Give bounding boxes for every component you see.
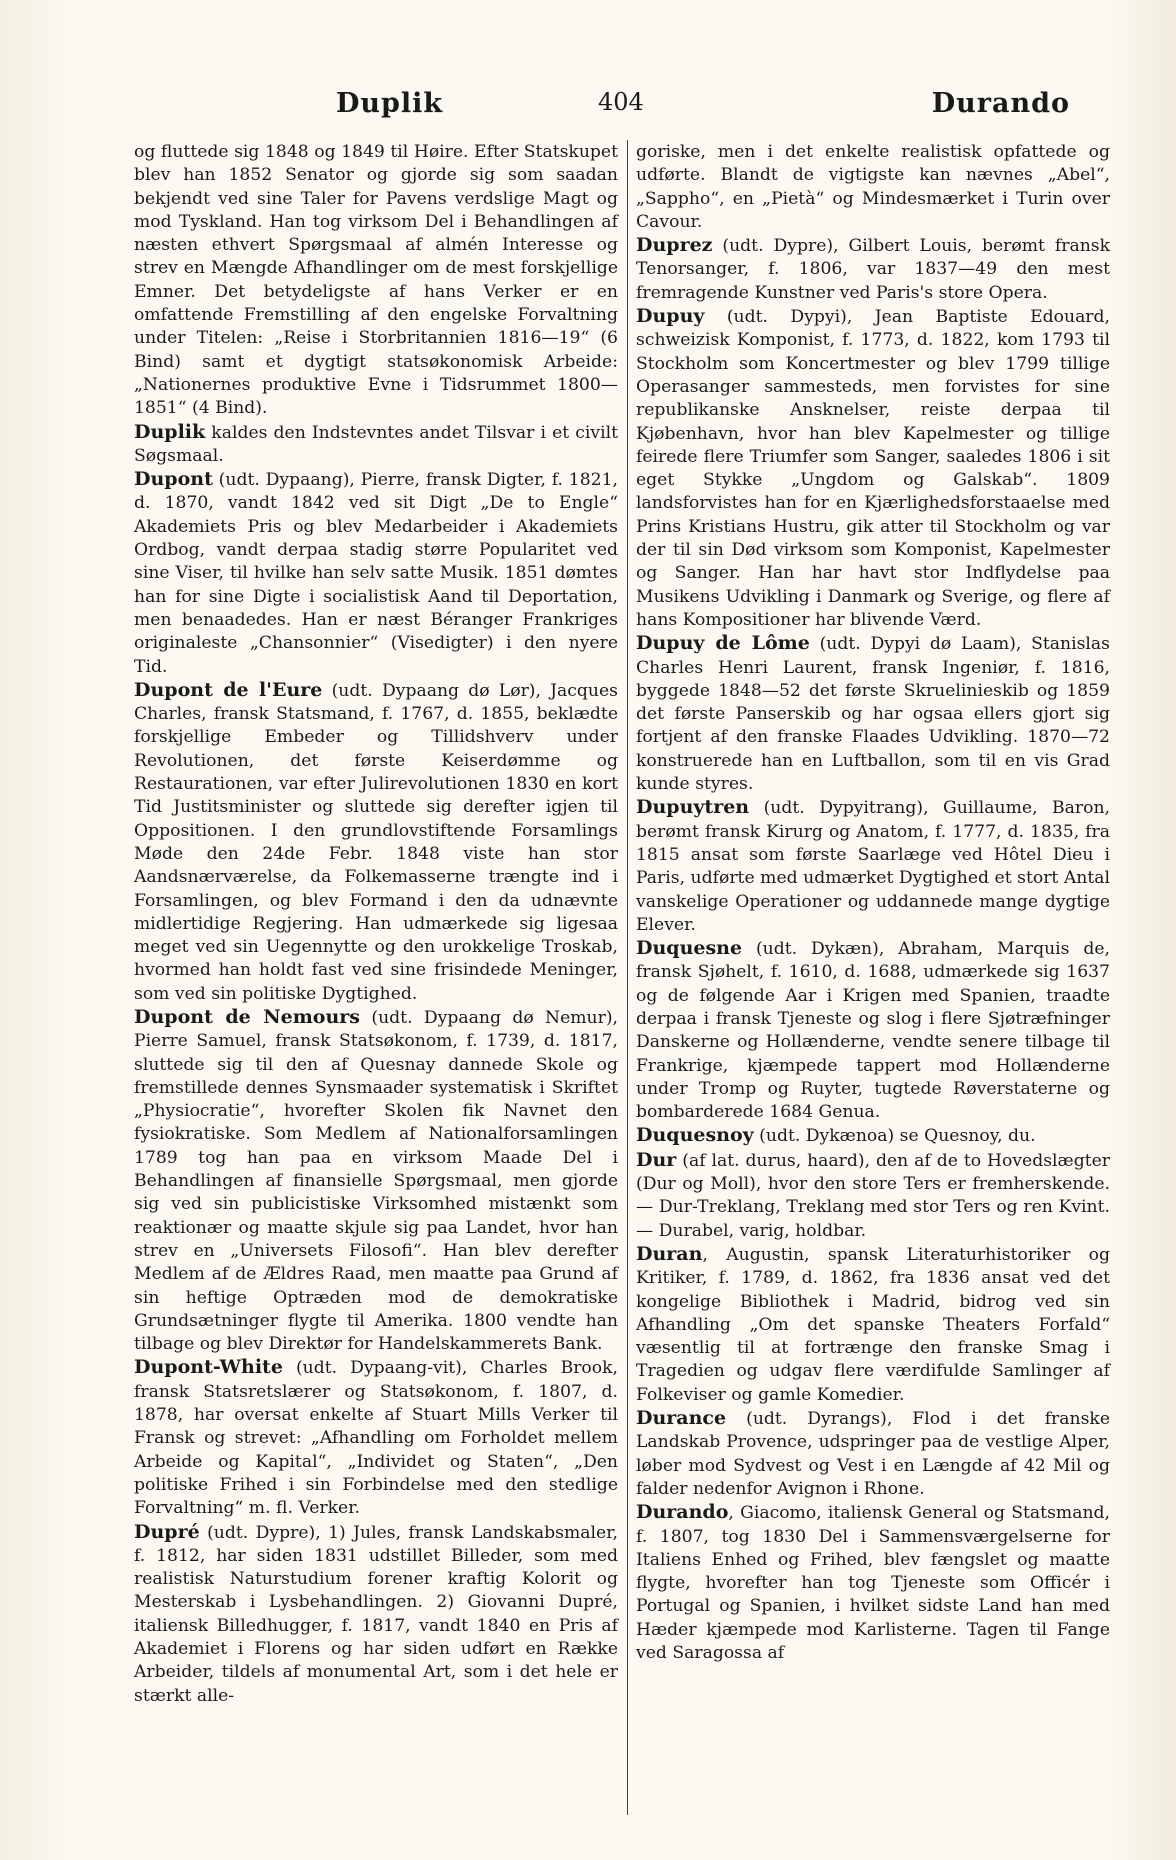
entry-headword: Dupré [134,1520,200,1543]
entry [636,234,1110,305]
entry-text: (udt. Dypyitrang), Guillaume, Baron, berømt fransk Kirurg og Anatom, f. 1777, d. 1835, fra 1815 ansat som første Saarlæge ved Hôtel Dieu i Paris, udførte med udmærket Dygtighed et stort Antal vanskelige Operationer og uddannede mange dygtige Elever. [636,798,1110,935]
entry-headword: Duplik [134,420,206,443]
entry-text: (udt. Dypaang-vit), Charles Brook, fransk Statsretslærer og Statsøkonom, f. 1807, d. 1878, har oversat enkelte af Stuart Mills Verker til Fransk og strevet: „Afhandling om Forholdet mellem Arbeide og Kapital“, „Individet og Staten“, „Den politiske Frihed i sin Forbindelse med den stedlige Forvaltning“ m. fl. Verker. [134,1358,618,1519]
entry-text: (udt. Dypaang), Pierre, fransk Digter, f. 1821, d. 1870, vandt 1842 ved sit Digt „De to Engle“ Akademiets Pris og blev Medarbeider i Akademiets Ordbog, vandt derpaa stadig større Popularitet ved sine Viser, til hvilke han selv satte Musik. 1851 dømtes han for sine Digte i socialistisk Aand til Deportation, men benaadedes. Han er næst Béranger Frankriges originaleste „Chansonnier“ (Visedigter) i den nyere Tid. [134,470,618,677]
entry-text: (udt. Dypaang dø Lør), Jacques Charles, fransk Statsmand, f. 1767, d. 1855, beklædte forskjellige Embeder og Tillidshverv under Revolutionen, det første Keiserdømme og Restaurationen, var efter Julirevolutionen 1830 en kort Tid Justitsminister og sluttede sig derefter igjen til Oppositionen. I den grundlovstiftende Forsamlings Møde den 24de Febr. 1848 viste han stor Aandsnærværelse, da Folkemasserne trængte ind i Forsamlingen, og blev Formand i den da udnævnte midlertidige Regjering. Han udmærkede sig ligesaa meget ved sin Uegennytte og den urokkelige Troskab, hvormed han holdt fast ved sine frisindede Meninger, som ved sin politiske Dygtighed. [134,680,618,1004]
entry [134,468,618,679]
entry [636,1149,1110,1243]
entry-text: (udt. Dypaang dø Nemur), Pierre Samuel, fransk Statsøkonom, f. 1739, d. 1817, sluttede sig til den af Quesnay dannede Skole og fremstillede dennes Synsmaader systematisk i Skriftet „Physiocratie“, hvorefter Skolen fik Navnet den fysiokratiske. Som Medlem af Nationalforsamlingen 1789 tog han paa en virksom Maade Del i Behandlingen af finansielle Spørgsmaal, men gjorde sig ved sin publicistiske Virksomhed mistænkt som reaktionær og maatte skjule sig paa Landet, hvor han strev en „Universets Filosofi“. Han blev derefter Medlem af de Ældres Raad, men maatte paa Grund af sin heftige Optræden mod de demokratiske Grundsætninger flygte til Amerika. 1800 vendte han tilbage og blev Direktør for Handelskammerets Bank. [134,1007,619,1355]
entry [636,632,1110,796]
entry [636,937,1110,1124]
entry-text: (udt. Dyrangs), Flod i det franske Landskab Provence, udspringer paa de vestlige Alper, løber mod Sydvest og Vest i en Længde af 42 Mil og falder nedenfor Avignon i Rhone. [636,1409,1110,1499]
entry [636,796,1110,937]
entry-text: (udt. Dykæn), Abraham, Marquis de, fransk Sjøhelt, f. 1610, d. 1688, udmærkede sig 1637 og de følgende Aar i Krigen med Spanien, traadte derpaa i fransk Tjeneste og slog i flere Sjøtræfninger Danskerne og Hollænderne, vendte senere tilbage til Frankrige, kjæmpede tappert mod Hollænderne under Tromp og Ruyter, tugtede Røverstaterne og bombarderede 1684 Genua. [636,939,1110,1123]
entry-headword: Duran [636,1242,703,1265]
entry [636,305,1110,632]
entry-headword: Dur [636,1148,677,1171]
entry [134,421,618,469]
entry-headword: Durance [636,1407,727,1430]
entry-text: goriske, men i det enkelte realistisk opfattede og udførte. Blandt de vigtigste kan nævnes „Abel“, „Sappho“, en „Pietà“ og Mindesmærket i Turin over Cavour. [636,142,1110,232]
entry-headword: Duquesne [636,937,743,960]
entry-text: (udt. Dypyi dø Laam), Stanislas Charles Henri Laurent, fransk Ingeniør, f. 1816, byggede 1848—52 det første Skruelinieskib og 1859 det første Panserskib og har ogsaa ellers gjort sig fortjent af den franske Flaades Udvikling. 1870—72 konstruerede han en Luftballon, som til en vis Grad kunde styres. [636,634,1110,795]
entry-text: (udt. Dypre), Gilbert Louis, berømt fransk Tenorsanger, f. 1806, var 1837—49 den mest fremragende Kunstner ved Paris's store Opera. [636,236,1110,303]
entry [636,1124,1110,1148]
entry-text: og fluttede sig 1848 og 1849 til Høire. Efter Statskupet blev han 1852 Senator og gjorde sig som saadan bekjendt ved sine Taler for Pavens verdslige Magt og mod Tyskland. Han tog virksom Del i Behandlingen af næsten ethvert Spørgsmaal af almén Interesse og strev en Mængde Afhandlinger om de mest forskjellige Emner. Det betydeligste af hans Verker er en omfattende Fremstilling af den engelske Forvaltning under Titelen: „Reise i Storbritannien 1816—19“ (6 Bind) samt et dygtigt statsøkonomisk Arbeide: „Nationernes produktive Evne i Tidsrummet 1800—1851“ (4 Bind). [134,142,618,419]
entry [134,1521,618,1708]
entry-headword: Dupont de Nemours [134,1005,361,1028]
column-divider [627,140,628,1815]
entry-headword: Duquesnoy [636,1124,754,1147]
entry-text: (udt. Dykænoa) se Quesnoy, du. [753,1126,1036,1147]
text-columns [126,140,1110,1820]
entry [134,1006,618,1356]
entry-headword: Dupuy [636,305,705,328]
entry [134,1356,618,1520]
entry-text: (af lat. durus, haard), den af de to Hovedslægter (Dur og Moll), hvor den store Ters er fremherskende. — Dur-Treklang, Treklang med stor Ters og ren Kvint. — Durabel, varig, holdbar. [636,1150,1110,1241]
entry [636,1407,1110,1501]
entry-text: kaldes den Indstevntes andet Tilsvar i et civilt Søgsmaal. [134,422,618,466]
page-number: 404 [598,88,644,116]
entry-text: , Giacomo, italiensk General og Statsmand, f. 1807, tog 1830 Del i Sammensværgelserne for Italiens Enhed og Frihed, blev fængslet og maatte flygte, hvorefter han tog Tjeneste som Officér i Portugal og Spanien, i hvilket sidste Land han med Hæder kjæmpede mod Karlisterne. Tagen til Fange ved Saragossa af [636,1503,1110,1663]
entry-headword: Durando [636,1501,729,1524]
entry [134,679,618,1006]
header-left-catchword: Duplik [336,88,444,119]
entry [636,140,1110,234]
entry-text: , Augustin, spansk Literaturhistoriker og Kritiker, f. 1789, d. 1862, fra 1836 ansat ved det kongelige Bibliothek i Madrid, bidrog ved sin Afhandling „Om det spanske Theaters Forfald“ væsentlig til at fortrænge den franske Smag i Tragedien og udgav flere værdifulde Samlinger af Folkeviser og gamle Komedier. [636,1244,1110,1405]
entry-headword: Dupont de l'Eure [134,678,323,701]
running-header [150,88,1090,118]
entry [636,1243,1110,1407]
entry-headword: Dupont [134,468,213,491]
entry-headword: Dupont-White [134,1356,283,1379]
entry [636,1501,1110,1665]
right-column [636,140,1110,1665]
entry-headword: Duprez [636,234,713,257]
entry [134,140,618,421]
entry-text: (udt. Dypyi), Jean Baptiste Edouard, schweizisk Komponist, f. 1773, d. 1822, kom 1793 til Stockholm som Koncertmester og blev 1799 tillige Operasanger sammesteds, men forvistes for sine republikanske Ansknelser, reiste derpaa til Kjøbenhavn, hvor han blev Kapelmester og tillige feirede flere Triumfer som Sanger, saaledes 1806 i sit eget Stykke „Ungdom og Galskab“. 1809 landsforvistes han for en Kjærlighedsforstaaelse med Prins Kristians Hustru, gik atter til Stockholm og var der til sin Død virksom som Komponist, Kapelmester og Sanger. Han har havt stor Indflydelse paa Musikens Udvikling i Danmark og Sverige, og flere af hans Kompositioner har blivende Værd. [636,307,1110,630]
header-right-catchword: Durando [931,88,1070,119]
entry-headword: Dupuy de Lôme [636,632,810,655]
entry-headword: Dupuytren [636,796,750,819]
left-column [134,140,618,1708]
entry-text: (udt. Dypre), 1) Jules, fransk Landskabsmaler, f. 1812, har siden 1831 udstillet Billeder, som med realistisk Naturstudium forener kraftig Kolorit og Mesterskab i Lysbehandlingen. 2) Giovanni Dupré, italiensk Billedhugger, f. 1817, vandt 1840 en Pris af Akademiet i Florens og har siden udført en Række Arbeider, tildels af monumental Art, som i det hele er stærkt alle- [134,1522,618,1706]
